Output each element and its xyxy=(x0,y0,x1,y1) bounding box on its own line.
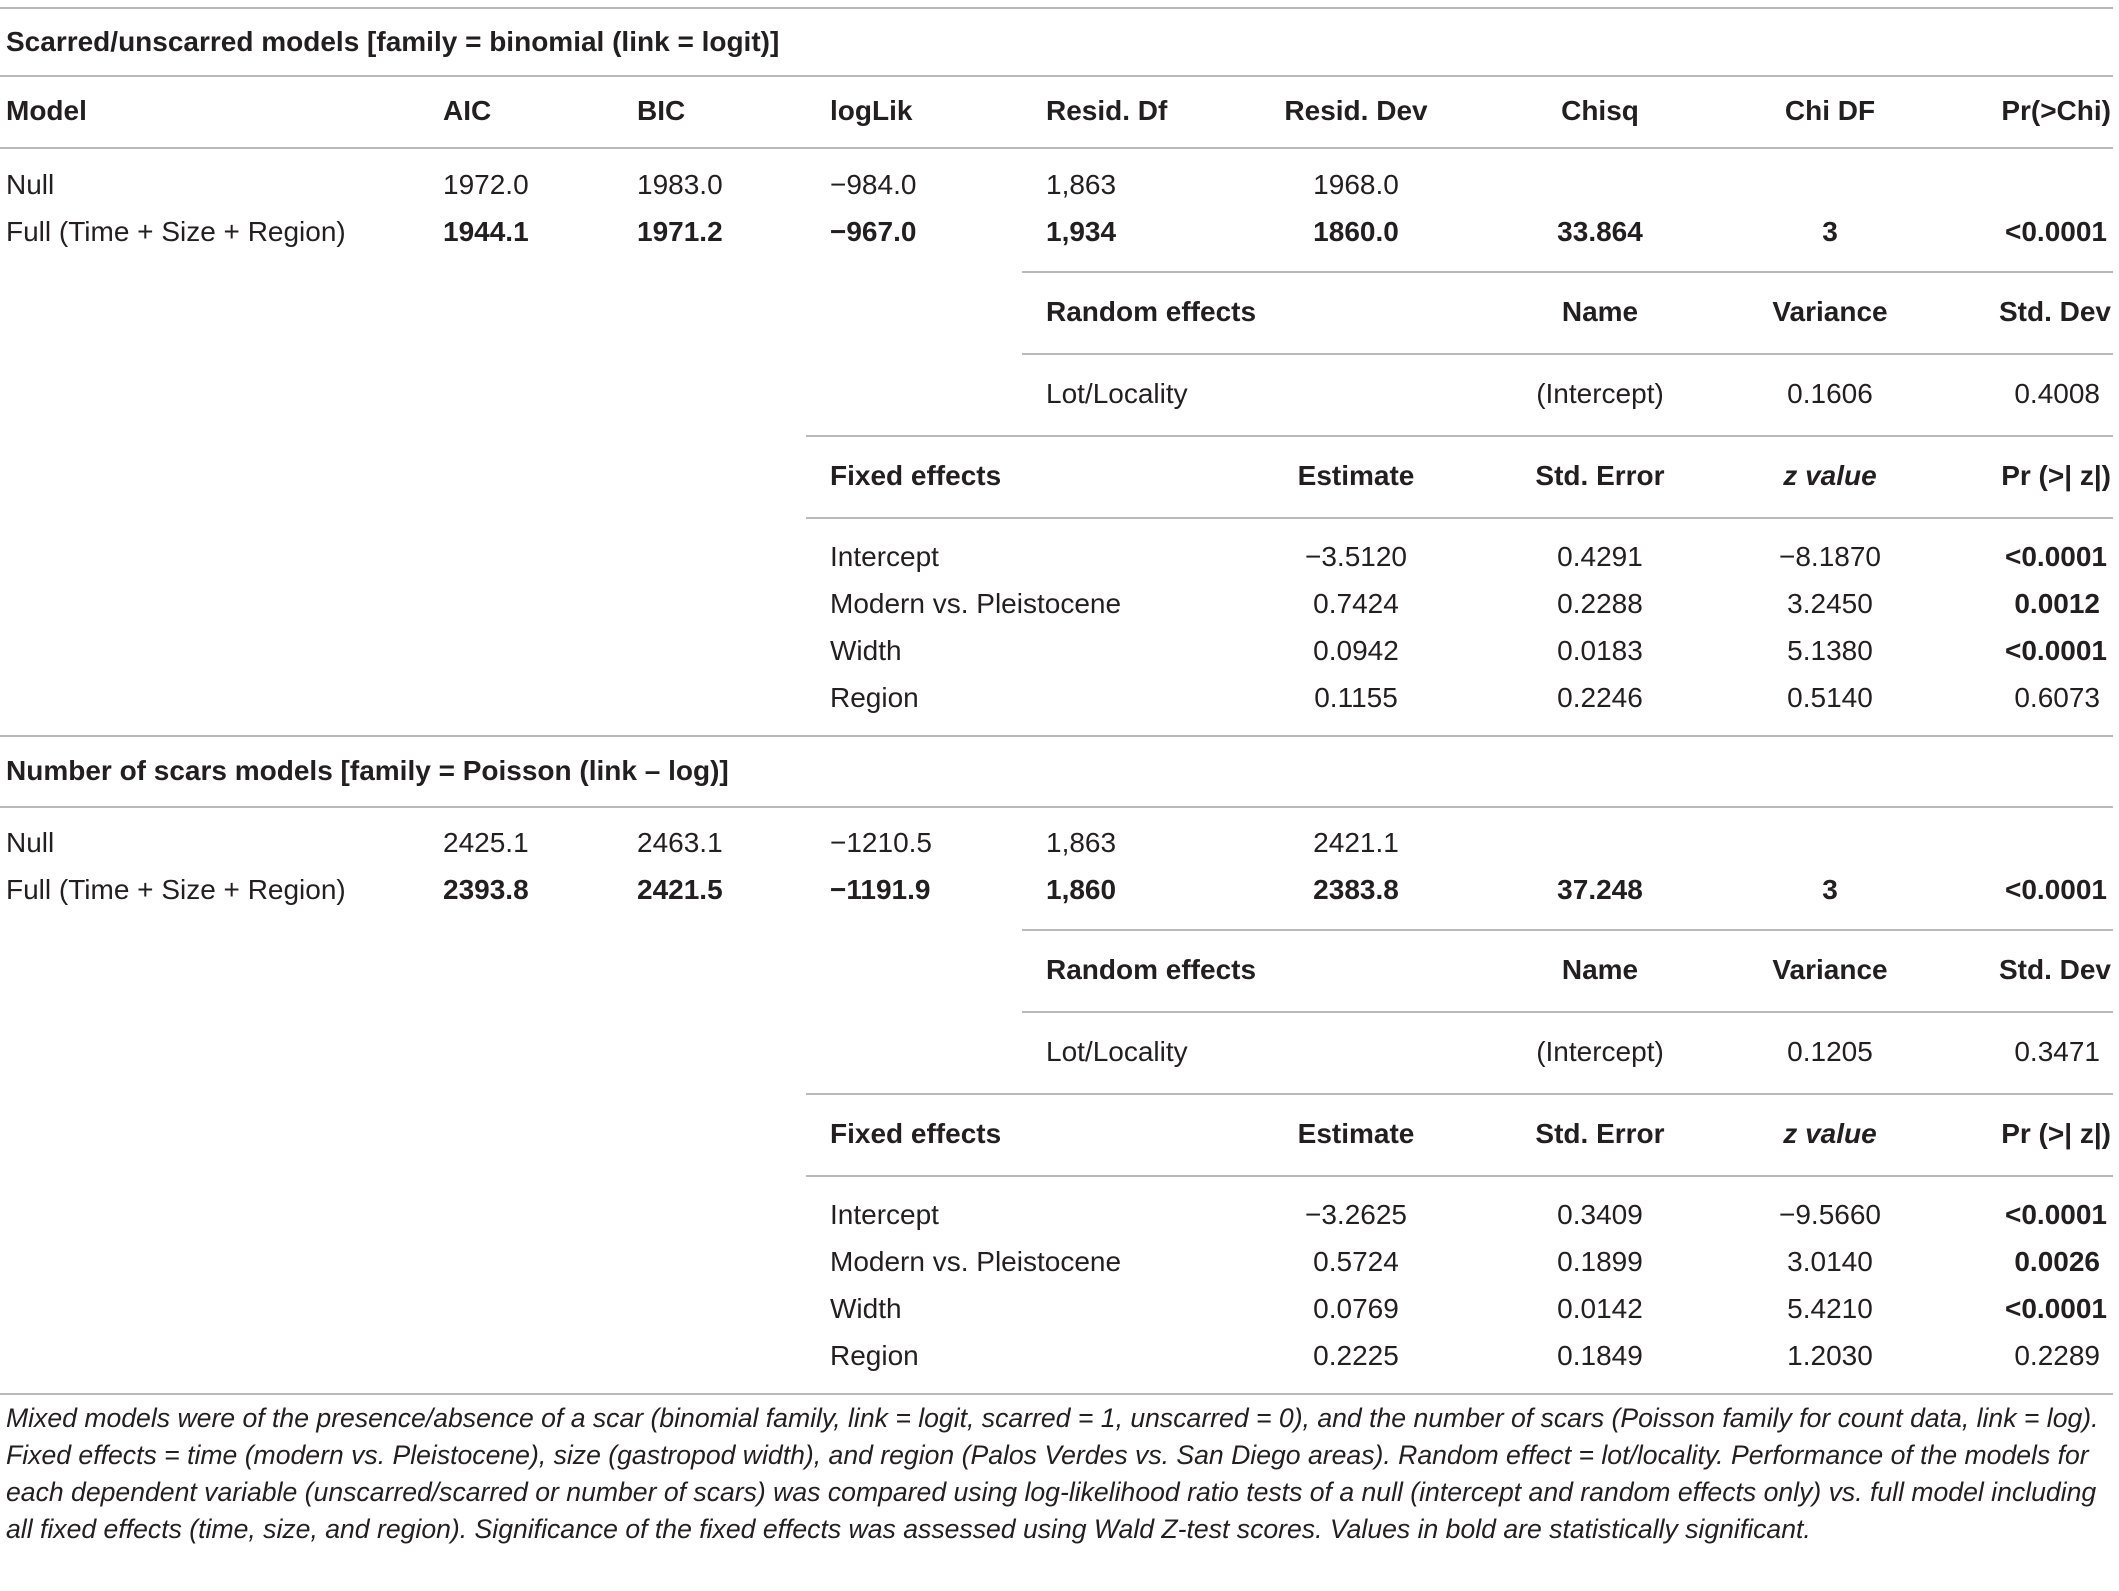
s1-fixed-row-pr: 0.6073 xyxy=(2014,682,2100,713)
s1-random-stddev: 0.4008 xyxy=(2014,378,2100,409)
s1-fixed-row-pr: 0.0012 xyxy=(2014,588,2100,619)
s2-null-aic: 2425.1 xyxy=(443,827,529,858)
s1-null-model: Null xyxy=(6,169,55,200)
s1-fixed-row-pr: <0.0001 xyxy=(2005,635,2107,666)
s1-fixed-header-zvalue: z value xyxy=(1783,460,1877,491)
s2-fixed-row-label: Width xyxy=(830,1293,902,1324)
s2-fixed-row-pr: <0.0001 xyxy=(2005,1199,2107,1230)
s1-fixed-row-zvalue: −8.1870 xyxy=(1779,541,1881,572)
s2-fixed-row-pr: <0.0001 xyxy=(2005,1293,2107,1324)
section2-top-rule xyxy=(0,735,2113,737)
s1-fixed-header-rule xyxy=(806,517,2113,519)
s2-fixed-row-pr: 0.0026 xyxy=(2014,1246,2100,1277)
section1-title-rule xyxy=(0,75,2113,77)
s2-fixed-row-estimate: 0.5724 xyxy=(1313,1246,1399,1277)
table-footnote: Mixed models were of the presence/absence of a scar (binomial family, link = logit, scarred = 1, unscarred = 0), and the number of scars (Poisson family for count data, link = log). Fixed effects = time (modern vs. Pleistocene), size (gastropod width), and region (Palos Verdes vs. San Diego areas). Random effect = lot/locality. Performance of the models for each dependent variable (unscarred/scarred or number of scars) was compared using log-likelihood ratio tests of a null (intercept and random effects only) vs. full model including all fixed effects (time, size, and region). Significance of the fixed effects was assessed using Wald Z-test scores. Values in bold are statistically significant. xyxy=(6,1403,2099,1544)
s2-fixed-row-stderr: 0.1899 xyxy=(1557,1246,1643,1277)
s2-fixed-header-pr: Pr (>| z|) xyxy=(2001,1118,2111,1149)
s2-full-loglik: −1191.9 xyxy=(830,874,931,905)
s2-fixed-header-stderr: Std. Error xyxy=(1535,1118,1665,1149)
s2-random-header-label: Random effects xyxy=(1046,954,1257,985)
s1-fixed-row-label: Region xyxy=(830,682,919,713)
header-pr-chi: Pr(>Chi) xyxy=(2001,95,2111,126)
s1-random-header-name: Name xyxy=(1561,296,1639,327)
s1-random-header-stddev: Std. Dev xyxy=(1998,296,2111,327)
header-model: Model xyxy=(6,95,87,126)
s1-fixed-row-label: Modern vs. Pleistocene xyxy=(830,588,1122,619)
s2-fixed-row-estimate: 0.2225 xyxy=(1313,1340,1399,1371)
header-chisq: Chisq xyxy=(1561,95,1639,126)
s1-fixed-row-stderr: 0.0183 xyxy=(1557,635,1643,666)
s1-full-resid-dev: 1860.0 xyxy=(1313,216,1399,247)
s2-random-top-rule xyxy=(1022,929,2113,931)
s2-full-aic: 2393.8 xyxy=(443,874,529,905)
header-loglik: logLik xyxy=(830,95,913,126)
s1-fixed-top-rule xyxy=(806,435,2113,437)
header-aic: AIC xyxy=(443,95,492,126)
s1-random-header-label: Random effects xyxy=(1046,296,1257,327)
s2-full-model: Full (Time + Size + Region) xyxy=(6,874,346,905)
s1-random-header-rule xyxy=(1022,353,2113,355)
s1-full-model: Full (Time + Size + Region) xyxy=(6,216,346,247)
s1-full-aic: 1944.1 xyxy=(443,216,529,247)
s2-null-loglik: −1210.5 xyxy=(830,827,932,858)
s1-full-bic: 1971.2 xyxy=(637,216,723,247)
s2-random-header-stddev: Std. Dev xyxy=(1998,954,2111,985)
s2-random-header-name: Name xyxy=(1561,954,1639,985)
s1-full-chisq: 33.864 xyxy=(1557,216,1643,247)
table-bottom-rule xyxy=(0,1393,2113,1395)
s2-random-header-rule xyxy=(1022,1011,2113,1013)
s1-random-name: (Intercept) xyxy=(1536,378,1664,409)
s2-fixed-row-zvalue: 3.0140 xyxy=(1787,1246,1873,1277)
s1-random-variance: 0.1606 xyxy=(1787,378,1873,409)
s2-fixed-row-label: Intercept xyxy=(830,1199,939,1230)
s2-fixed-header-zvalue: z value xyxy=(1783,1118,1877,1149)
s1-fixed-header-label: Fixed effects xyxy=(830,460,1002,491)
s1-null-resid-df: 1,863 xyxy=(1046,169,1117,200)
s2-random-variance: 0.1205 xyxy=(1787,1036,1873,1067)
s2-fixed-row-estimate: −3.2625 xyxy=(1305,1199,1407,1230)
s1-fixed-row-zvalue: 3.2450 xyxy=(1787,588,1873,619)
s2-fixed-row-stderr: 0.3409 xyxy=(1557,1199,1643,1230)
s2-full-pr-chi: <0.0001 xyxy=(2005,874,2107,905)
s2-fixed-row-estimate: 0.0769 xyxy=(1313,1293,1399,1324)
s1-full-pr-chi: <0.0001 xyxy=(2005,216,2107,247)
s1-null-loglik: −984.0 xyxy=(830,169,917,200)
section1-title: Scarred/unscarred models [family = binomial (link = logit)] xyxy=(6,26,780,57)
s2-full-chi-df: 3 xyxy=(1822,874,1838,905)
s1-fixed-row-pr: <0.0001 xyxy=(2005,541,2107,572)
s1-fixed-header-stderr: Std. Error xyxy=(1535,460,1665,491)
s2-full-chisq: 37.248 xyxy=(1557,874,1643,905)
s1-fixed-row-label: Width xyxy=(830,635,902,666)
s2-null-resid-df: 1,863 xyxy=(1046,827,1117,858)
s2-null-resid-dev: 2421.1 xyxy=(1313,827,1399,858)
s1-null-bic: 1983.0 xyxy=(637,169,723,200)
header-rule xyxy=(0,147,2113,149)
s2-full-resid-dev: 2383.8 xyxy=(1313,874,1399,905)
header-chi-df: Chi DF xyxy=(1784,95,1876,126)
s1-random-group: Lot/Locality xyxy=(1046,378,1188,409)
s2-random-name: (Intercept) xyxy=(1536,1036,1664,1067)
s1-fixed-row-estimate: 0.0942 xyxy=(1313,635,1399,666)
s2-null-bic: 2463.1 xyxy=(637,827,723,858)
s1-null-resid-dev: 1968.0 xyxy=(1313,169,1399,200)
s2-fixed-row-label: Region xyxy=(830,1340,919,1371)
header-resid-dev: Resid. Dev xyxy=(1284,95,1428,126)
section2-title-rule xyxy=(0,806,2113,808)
section2-title: Number of scars models [family = Poisson (link – log)] xyxy=(6,755,729,786)
s2-fixed-row-zvalue: 5.4210 xyxy=(1787,1293,1873,1324)
s2-null-model: Null xyxy=(6,827,55,858)
s1-fixed-row-zvalue: 0.5140 xyxy=(1787,682,1873,713)
s2-fixed-row-stderr: 0.1849 xyxy=(1557,1340,1643,1371)
s2-full-resid-df: 1,860 xyxy=(1046,874,1117,905)
s1-null-aic: 1972.0 xyxy=(443,169,529,200)
s2-fixed-header-rule xyxy=(806,1175,2113,1177)
s2-fixed-row-zvalue: 1.2030 xyxy=(1787,1340,1873,1371)
s1-random-header-variance: Variance xyxy=(1772,296,1888,327)
s2-random-stddev: 0.3471 xyxy=(2014,1036,2100,1067)
s1-random-top-rule xyxy=(1022,271,2113,273)
s2-fixed-top-rule xyxy=(806,1093,2113,1095)
s1-fixed-row-estimate: −3.5120 xyxy=(1305,541,1407,572)
s2-full-bic: 2421.5 xyxy=(637,874,723,905)
s2-random-header-variance: Variance xyxy=(1772,954,1888,985)
s1-fixed-row-stderr: 0.2246 xyxy=(1557,682,1643,713)
s1-fixed-row-estimate: 0.1155 xyxy=(1314,682,1398,713)
s1-fixed-row-stderr: 0.2288 xyxy=(1557,588,1643,619)
s1-fixed-row-stderr: 0.4291 xyxy=(1557,541,1643,572)
s1-full-chi-df: 3 xyxy=(1822,216,1838,247)
s2-fixed-row-label: Modern vs. Pleistocene xyxy=(830,1246,1122,1277)
s2-fixed-header-estimate: Estimate xyxy=(1297,1118,1415,1149)
header-resid-df: Resid. Df xyxy=(1046,95,1168,126)
s1-fixed-header-pr: Pr (>| z|) xyxy=(2001,460,2111,491)
s2-random-group: Lot/Locality xyxy=(1046,1036,1188,1067)
s1-fixed-row-zvalue: 5.1380 xyxy=(1787,635,1873,666)
s1-fixed-row-label: Intercept xyxy=(830,541,939,572)
s1-fixed-header-estimate: Estimate xyxy=(1297,460,1415,491)
s2-fixed-row-pr: 0.2289 xyxy=(2014,1340,2100,1371)
s2-fixed-row-zvalue: −9.5660 xyxy=(1779,1199,1881,1230)
s1-full-resid-df: 1,934 xyxy=(1046,216,1117,247)
table-top-rule xyxy=(0,7,2113,9)
header-bic: BIC xyxy=(637,95,686,126)
s2-fixed-header-label: Fixed effects xyxy=(830,1118,1002,1149)
s1-fixed-row-estimate: 0.7424 xyxy=(1313,588,1399,619)
s1-full-loglik: −967.0 xyxy=(830,216,917,247)
s2-fixed-row-stderr: 0.0142 xyxy=(1557,1293,1643,1324)
